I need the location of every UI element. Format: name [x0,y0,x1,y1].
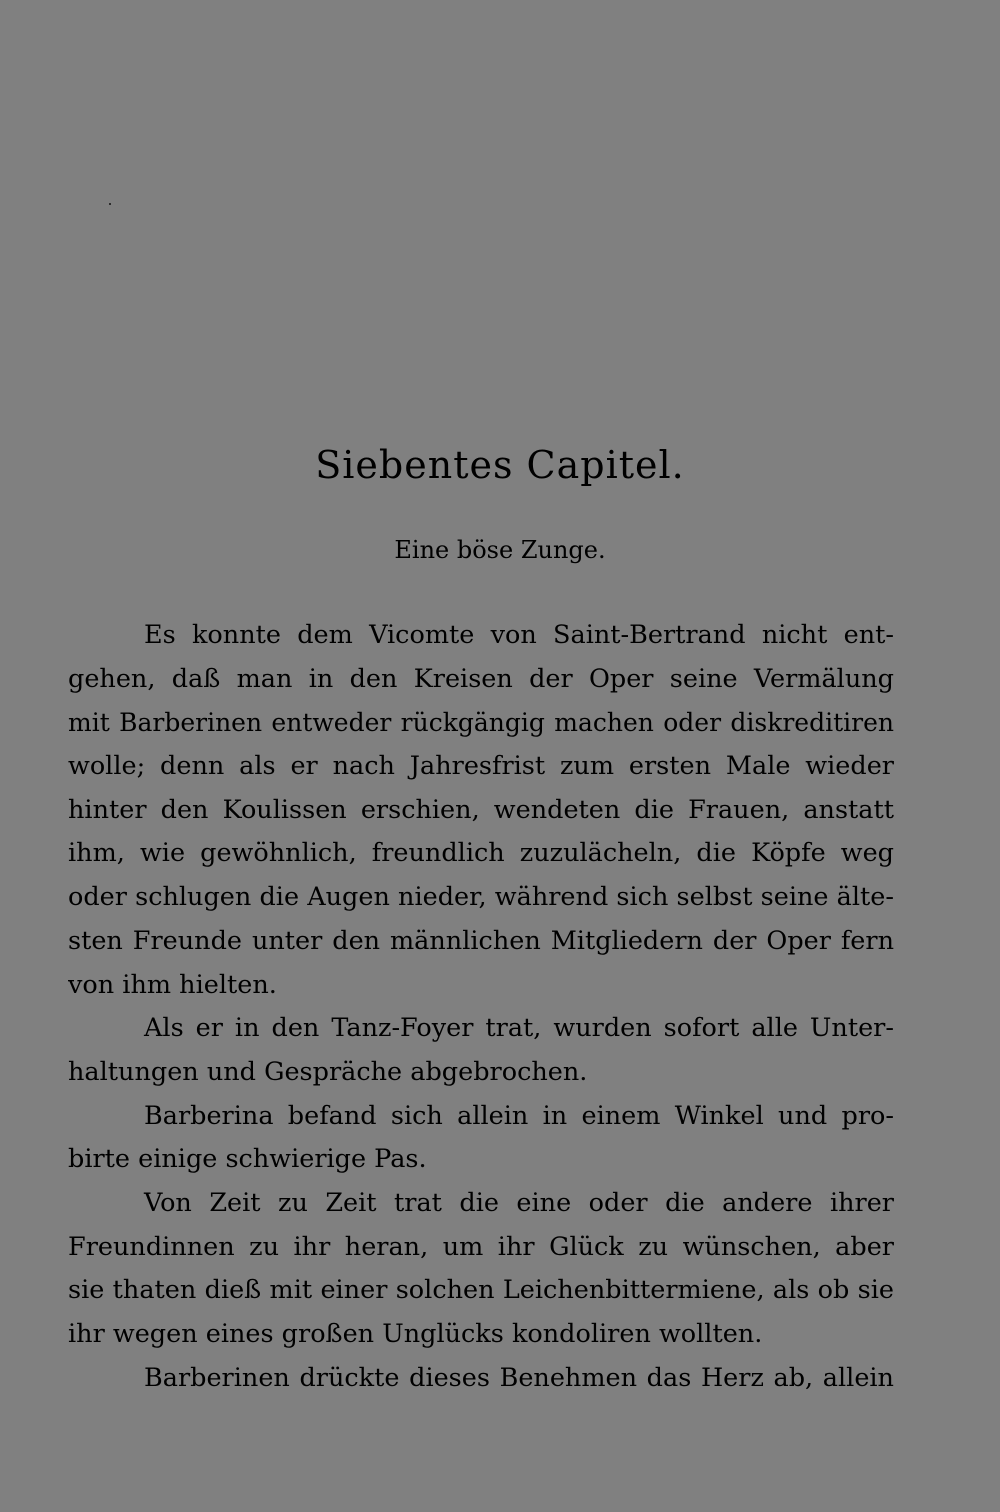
text-line: sie thaten dieß mit einer solchen Leichenbittermiene, als ob sie [68,1275,894,1306]
text-line: wolle; denn als er nach Jahresfrist zum ersten Male wieder [68,751,894,782]
text-line: gehen, daß man in den Kreisen der Oper seine Vermälung [68,663,894,694]
chapter-title: Siebentes Capitel. [315,443,685,487]
chapter-subtitle: Eine böse Zunge. [394,536,606,564]
text-line: ihr wegen eines großen Unglücks kondoliren wollten. [68,1319,763,1349]
text-line: Freundinnen zu ihr heran, um ihr Glück zu wünschen, aber [68,1231,894,1262]
text-line: Als er in den Tanz-Foyer trat, wurden sofort alle Unter- [144,1013,894,1044]
text-line: ihm, wie gewöhnlich, freundlich zuzulächeln, die Köpfe weg [68,838,894,869]
text-line: haltungen und Gespräche abgebrochen. [68,1056,588,1087]
text-line: von ihm hielten. [68,969,277,1000]
text-line: sten Freunde unter den männlichen Mitgliedern der Oper fern [68,925,894,956]
text-line: mit Barberinen entweder rückgängig machen oder diskreditiren [68,708,894,738]
body-text [68,614,894,1400]
page-speck [109,203,111,205]
text-line: oder schlugen die Augen nieder, während sich selbst seine älte- [68,882,894,913]
text-line: Barberina befand sich allein in einem Winkel und pro- [144,1100,894,1131]
text-line: Es konnte dem Vicomte von Saint-Bertrand nicht ent- [144,620,894,650]
text-line: Von Zeit zu Zeit trat die eine oder die andere ihrer [144,1187,894,1218]
text-line: Barberinen drückte dieses Benehmen das Herz ab, allein [144,1362,894,1393]
text-line: birte einige schwierige Pas. [68,1144,427,1175]
text-line: hinter den Koulissen erschien, wendeten die Frauen, anstatt [68,794,894,825]
